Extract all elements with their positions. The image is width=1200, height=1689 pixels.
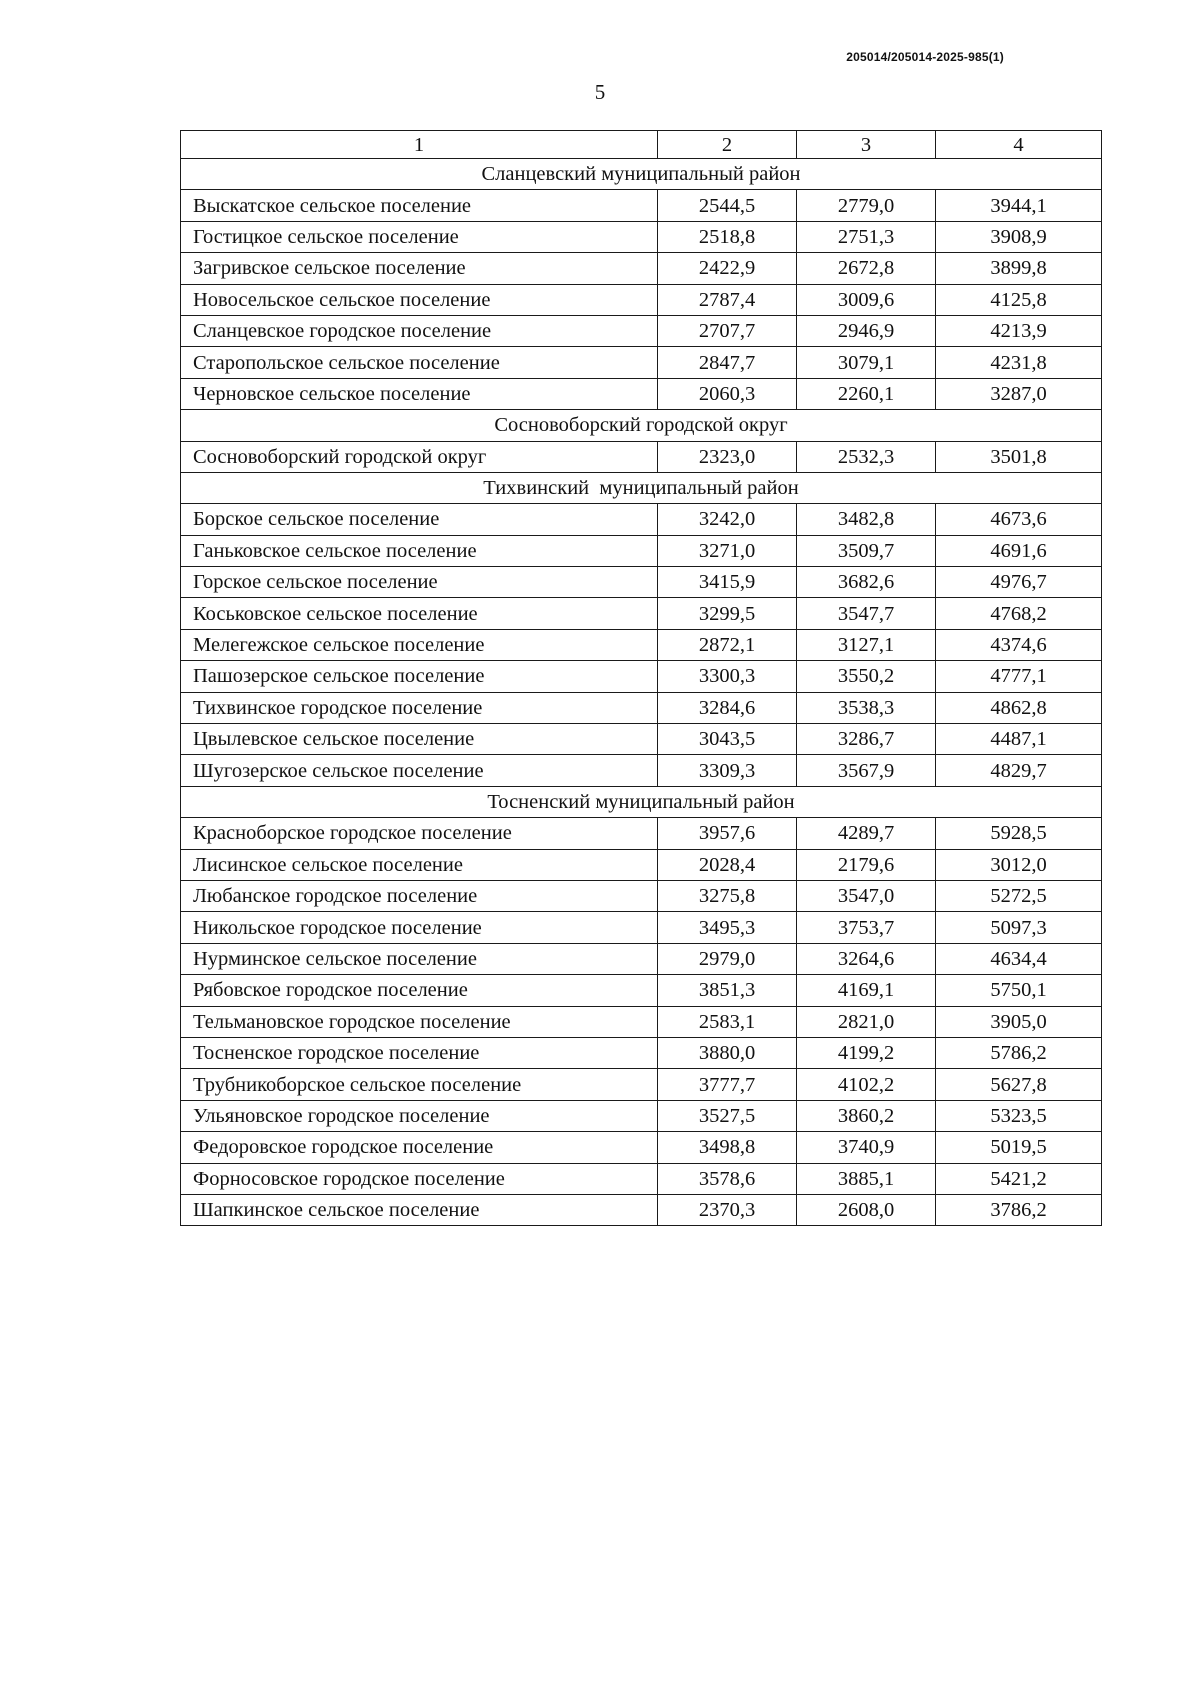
table-row [181, 1006, 1102, 1037]
value-col-4: 3501,8 [936, 441, 1102, 472]
settlement-name: Лисинское сельское поселение [181, 849, 658, 880]
section-header-row [181, 159, 1102, 190]
value-col-3: 3509,7 [797, 535, 936, 566]
value-col-2: 3495,3 [658, 912, 797, 943]
page-number: 5 [594, 80, 606, 104]
settlement-name: Ульяновское городское поселение [181, 1100, 658, 1131]
column-header: 3 [797, 131, 936, 159]
value-col-3: 2532,3 [797, 441, 936, 472]
section-title: Сосновоборский городской округ [181, 410, 1102, 441]
table-row [181, 190, 1102, 221]
settlement-name: Мелегежское сельское поселение [181, 629, 658, 660]
value-col-2: 3578,6 [658, 1163, 797, 1194]
value-col-2: 2422,9 [658, 253, 797, 284]
table-row [181, 1132, 1102, 1163]
value-col-2: 3242,0 [658, 504, 797, 535]
value-col-2: 3043,5 [658, 724, 797, 755]
value-col-2: 2518,8 [658, 221, 797, 252]
value-col-3: 3079,1 [797, 347, 936, 378]
table-row [181, 943, 1102, 974]
value-col-2: 3957,6 [658, 818, 797, 849]
value-col-4: 4487,1 [936, 724, 1102, 755]
value-col-3: 3550,2 [797, 661, 936, 692]
value-col-2: 2544,5 [658, 190, 797, 221]
table-row [181, 598, 1102, 629]
table-row [181, 880, 1102, 911]
value-col-2: 2028,4 [658, 849, 797, 880]
settlement-name: Гостицкое сельское поселение [181, 221, 658, 252]
table-row [181, 504, 1102, 535]
value-col-4: 3908,9 [936, 221, 1102, 252]
value-col-4: 3786,2 [936, 1194, 1102, 1225]
value-col-4: 5928,5 [936, 818, 1102, 849]
value-col-4: 4976,7 [936, 567, 1102, 598]
value-col-3: 3264,6 [797, 943, 936, 974]
value-col-3: 3860,2 [797, 1100, 936, 1131]
settlement-name: Черновское сельское поселение [181, 378, 658, 409]
value-col-4: 5019,5 [936, 1132, 1102, 1163]
table-row [181, 347, 1102, 378]
table-row [181, 661, 1102, 692]
value-col-4: 4231,8 [936, 347, 1102, 378]
value-col-3: 2672,8 [797, 253, 936, 284]
value-col-4: 4691,6 [936, 535, 1102, 566]
value-col-3: 3885,1 [797, 1163, 936, 1194]
value-col-4: 3012,0 [936, 849, 1102, 880]
value-col-3: 3753,7 [797, 912, 936, 943]
settlement-name: Цвылевское сельское поселение [181, 724, 658, 755]
table-row [181, 1163, 1102, 1194]
table-row [181, 1069, 1102, 1100]
value-col-3: 2946,9 [797, 315, 936, 346]
value-col-3: 3009,6 [797, 284, 936, 315]
value-col-4: 5786,2 [936, 1037, 1102, 1068]
settlement-name: Шапкинское сельское поселение [181, 1194, 658, 1225]
value-col-4: 5323,5 [936, 1100, 1102, 1131]
settlement-name: Тихвинское городское поселение [181, 692, 658, 723]
value-col-3: 3567,9 [797, 755, 936, 786]
value-col-4: 5097,3 [936, 912, 1102, 943]
value-col-2: 3300,3 [658, 661, 797, 692]
value-col-3: 2179,6 [797, 849, 936, 880]
value-col-3: 2608,0 [797, 1194, 936, 1225]
value-col-4: 5627,8 [936, 1069, 1102, 1100]
settlement-name: Никольское городское поселение [181, 912, 658, 943]
document-id: 205014/205014-2025-985(1) [846, 50, 1004, 64]
value-col-4: 4213,9 [936, 315, 1102, 346]
value-col-3: 3127,1 [797, 629, 936, 660]
value-col-3: 3538,3 [797, 692, 936, 723]
value-col-3: 3286,7 [797, 724, 936, 755]
value-col-2: 3284,6 [658, 692, 797, 723]
value-col-2: 3777,7 [658, 1069, 797, 1100]
value-col-2: 2787,4 [658, 284, 797, 315]
table-row [181, 378, 1102, 409]
value-col-4: 4777,1 [936, 661, 1102, 692]
column-header: 1 [181, 131, 658, 159]
value-col-3: 3682,6 [797, 567, 936, 598]
table-row [181, 567, 1102, 598]
value-col-4: 4862,8 [936, 692, 1102, 723]
column-header: 4 [936, 131, 1102, 159]
table-row [181, 1194, 1102, 1225]
table-row [181, 818, 1102, 849]
value-col-2: 2979,0 [658, 943, 797, 974]
value-col-4: 3944,1 [936, 190, 1102, 221]
settlement-name: Коськовское сельское поселение [181, 598, 658, 629]
value-col-2: 2060,3 [658, 378, 797, 409]
settlement-name: Красноборское городское поселение [181, 818, 658, 849]
table-row [181, 724, 1102, 755]
value-col-2: 3309,3 [658, 755, 797, 786]
settlement-name: Борское сельское поселение [181, 504, 658, 535]
column-header: 2 [658, 131, 797, 159]
value-col-4: 3905,0 [936, 1006, 1102, 1037]
value-col-2: 3415,9 [658, 567, 797, 598]
value-col-3: 3547,7 [797, 598, 936, 629]
settlement-name: Тосненское городское поселение [181, 1037, 658, 1068]
column-header-row [181, 131, 1102, 159]
table-row [181, 1100, 1102, 1131]
table-row [181, 849, 1102, 880]
value-col-4: 4768,2 [936, 598, 1102, 629]
value-col-2: 2583,1 [658, 1006, 797, 1037]
table-row [181, 629, 1102, 660]
settlement-name: Сланцевское городское поселение [181, 315, 658, 346]
settlement-name: Загривское сельское поселение [181, 253, 658, 284]
value-col-3: 3547,0 [797, 880, 936, 911]
value-col-3: 4289,7 [797, 818, 936, 849]
settlement-name: Пашозерское сельское поселение [181, 661, 658, 692]
value-col-4: 5750,1 [936, 975, 1102, 1006]
value-col-4: 3899,8 [936, 253, 1102, 284]
data-table [180, 130, 1102, 1226]
table-row [181, 975, 1102, 1006]
value-col-4: 4673,6 [936, 504, 1102, 535]
section-title: Сланцевский муниципальный район [181, 159, 1102, 190]
value-col-3: 4102,2 [797, 1069, 936, 1100]
value-col-3: 3482,8 [797, 504, 936, 535]
value-col-2: 3271,0 [658, 535, 797, 566]
value-col-2: 2707,7 [658, 315, 797, 346]
value-col-2: 3527,5 [658, 1100, 797, 1131]
settlement-name: Ганьковское сельское поселение [181, 535, 658, 566]
value-col-3: 4169,1 [797, 975, 936, 1006]
settlement-name: Форносовское городское поселение [181, 1163, 658, 1194]
value-col-4: 3287,0 [936, 378, 1102, 409]
table-row [181, 535, 1102, 566]
table-row [181, 1037, 1102, 1068]
table-row [181, 912, 1102, 943]
section-header-row [181, 410, 1102, 441]
settlement-name: Шугозерское сельское поселение [181, 755, 658, 786]
settlement-name: Трубникоборское сельское поселение [181, 1069, 658, 1100]
settlement-name: Выскатское сельское поселение [181, 190, 658, 221]
value-col-2: 2370,3 [658, 1194, 797, 1225]
value-col-4: 4125,8 [936, 284, 1102, 315]
value-col-3: 2779,0 [797, 190, 936, 221]
value-col-2: 2847,7 [658, 347, 797, 378]
settlement-name: Горское сельское поселение [181, 567, 658, 598]
value-col-3: 2260,1 [797, 378, 936, 409]
table-row [181, 692, 1102, 723]
value-col-4: 4374,6 [936, 629, 1102, 660]
table-row [181, 441, 1102, 472]
value-col-3: 2751,3 [797, 221, 936, 252]
value-col-3: 2821,0 [797, 1006, 936, 1037]
table-row [181, 284, 1102, 315]
section-title: Тосненский муниципальный район [181, 786, 1102, 817]
section-header-row [181, 786, 1102, 817]
value-col-2: 3275,8 [658, 880, 797, 911]
value-col-2: 3880,0 [658, 1037, 797, 1068]
value-col-4: 4829,7 [936, 755, 1102, 786]
table-row [181, 315, 1102, 346]
table-row [181, 755, 1102, 786]
settlement-name: Федоровское городское поселение [181, 1132, 658, 1163]
value-col-4: 4634,4 [936, 943, 1102, 974]
value-col-4: 5272,5 [936, 880, 1102, 911]
value-col-2: 2872,1 [658, 629, 797, 660]
section-header-row [181, 472, 1102, 503]
value-col-4: 5421,2 [936, 1163, 1102, 1194]
value-col-2: 2323,0 [658, 441, 797, 472]
settlement-name: Сосновоборский городской округ [181, 441, 658, 472]
table-row [181, 221, 1102, 252]
value-col-3: 4199,2 [797, 1037, 936, 1068]
value-col-3: 3740,9 [797, 1132, 936, 1163]
settlement-name: Старопольское сельское поселение [181, 347, 658, 378]
settlement-name: Тельмановское городское поселение [181, 1006, 658, 1037]
value-col-2: 3498,8 [658, 1132, 797, 1163]
value-col-2: 3299,5 [658, 598, 797, 629]
settlement-name: Нурминское сельское поселение [181, 943, 658, 974]
section-title: Тихвинский муниципальный район [181, 472, 1102, 503]
settlement-name: Рябовское городское поселение [181, 975, 658, 1006]
value-col-2: 3851,3 [658, 975, 797, 1006]
table-row [181, 253, 1102, 284]
settlement-name: Любанское городское поселение [181, 880, 658, 911]
settlement-name: Новосельское сельское поселение [181, 284, 658, 315]
